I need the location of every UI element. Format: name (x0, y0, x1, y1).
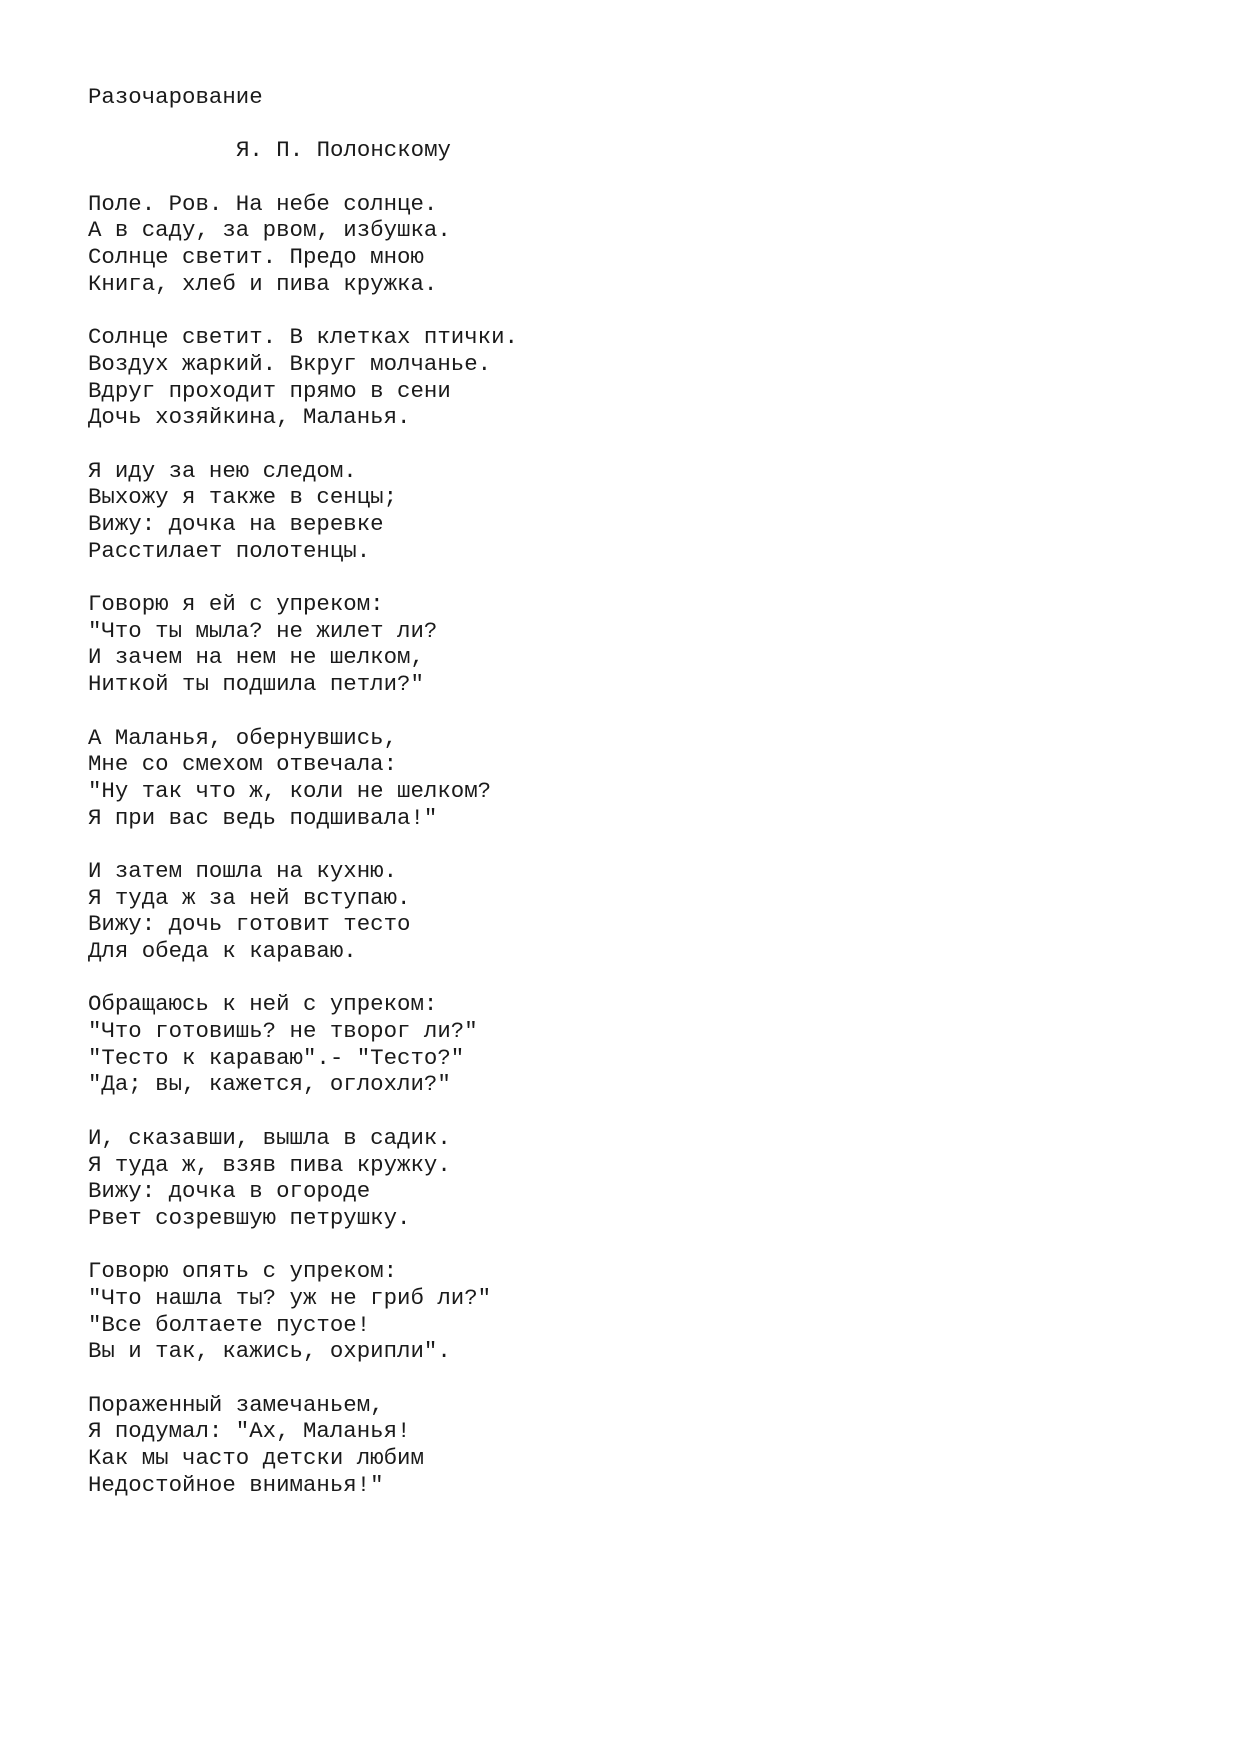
poem-line: "Что готовишь? не творог ли?" (88, 1018, 478, 1045)
poem-dedication: Я. П. Полонскому (236, 137, 451, 164)
stanza (88, 1258, 1188, 1365)
stanza (88, 191, 1188, 298)
poem-line: Недостойное вниманья!" (88, 1471, 384, 1498)
poem-line: "Все болтаете пустое! (88, 1311, 371, 1338)
poem-line: Поле. Ров. На небе солнце. (88, 190, 438, 217)
poem-line: А Маланья, обернувшись, (88, 724, 398, 751)
stanza (88, 591, 1188, 698)
poem-line: А в саду, за рвом, избушка. (88, 217, 451, 244)
stanza (88, 458, 1188, 565)
poem-line: Я при вас ведь подшивала!" (88, 804, 438, 831)
poem-line: Солнце светит. В клетках птички. (88, 324, 518, 351)
poem-line: "Да; вы, кажется, оглохли?" (88, 1071, 451, 1098)
poem-line: Пораженный замечаньем, (88, 1391, 384, 1418)
poem-line: Я туда ж, взяв пива кружку. (88, 1151, 451, 1178)
poem-line: Мне со смехом отвечала: (88, 751, 398, 778)
poem-line: Я туда ж за ней вступаю. (88, 884, 411, 911)
stanza (88, 324, 1188, 431)
poem-line: Я иду за нею следом. (88, 457, 357, 484)
poem-line: Выхожу я также в сенцы; (88, 484, 398, 511)
poem-line: Рвет созревшую петрушку. (88, 1204, 411, 1231)
poem-line: Солнце светит. Предо мною (88, 244, 424, 271)
stanza (88, 1392, 1188, 1499)
poem-line: Воздух жаркий. Вкруг молчанье. (88, 350, 492, 377)
poem-line: Дочь хозяйкина, Маланья. (88, 404, 411, 431)
poem-line: Вижу: дочка на веревке (88, 511, 384, 537)
poem-line: Вижу: дочь готовит тесто (88, 911, 411, 938)
poem-line: "Ну так что ж, коли не шелком? (88, 777, 492, 804)
poem-line: "Что нашла ты? уж не гриб ли?" (88, 1284, 492, 1311)
poem-line: "Тесто к караваю".- "Тесто?" (88, 1044, 465, 1071)
poem-line: Расстилает полотенцы. (88, 537, 371, 564)
stanza (88, 991, 1188, 1098)
poem-line: И, сказавши, вышла в садик. (88, 1124, 451, 1151)
poem-line: Говорю опять с упреком: (88, 1258, 398, 1285)
poem-line: "Что ты мыла? не жилет ли? (88, 617, 438, 644)
poem-body (88, 191, 1188, 1499)
poem-line: Говорю я ей с упреком: (88, 591, 384, 618)
poem-line: И зачем на нем не шелком, (88, 644, 424, 671)
stanza (88, 725, 1188, 832)
poem-line: Я подумал: "Ах, Маланья! (88, 1418, 411, 1445)
poem-line: Вы и так, кажись, охрипли". (88, 1338, 451, 1365)
poem-line: Для обеда к караваю. (88, 938, 357, 964)
poem-line: Как мы часто детски любим (88, 1445, 424, 1472)
document-page (88, 84, 1188, 1498)
poem-line: Вижу: дочка в огороде (88, 1178, 371, 1205)
poem-line: Обращаюсь к ней с упреком: (88, 991, 438, 1018)
poem-line: И затем пошла на кухню. (88, 857, 398, 884)
stanza (88, 858, 1188, 965)
poem-line: Вдруг проходит прямо в сени (88, 377, 451, 404)
poem-line: Ниткой ты подшила петли?" (88, 671, 424, 698)
stanza (88, 1125, 1188, 1232)
poem-line: Книга, хлеб и пива кружка. (88, 270, 438, 297)
poem-title: Разочарование (88, 84, 263, 110)
